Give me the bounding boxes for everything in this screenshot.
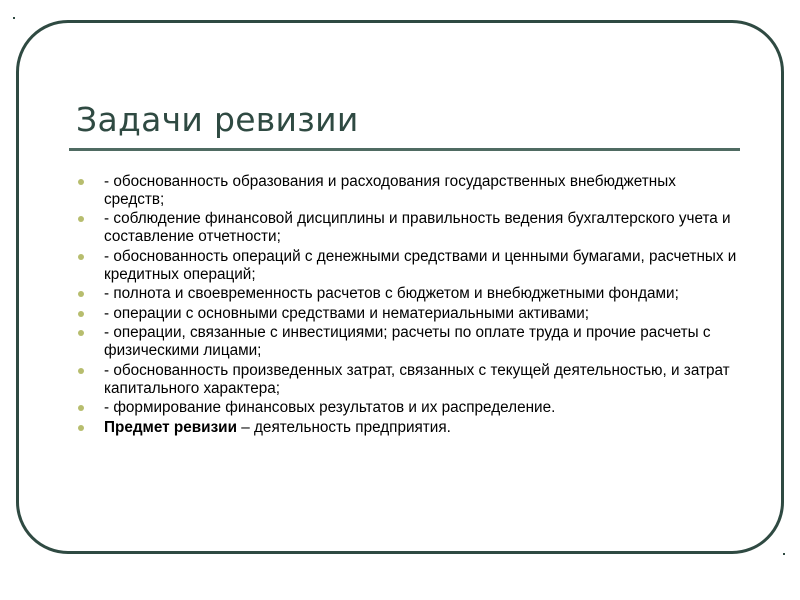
subject-term: Предмет ревизии — [104, 418, 237, 436]
list-item-text: - обоснованность произведенных затрат, связанных с текущей деятельностью, и затрат капитального характера; — [104, 361, 730, 397]
bullet-dot-icon — [78, 179, 84, 185]
bullet-dot-icon — [78, 311, 84, 317]
list-item — [78, 399, 738, 417]
list-item-text: - обоснованность операций с денежными средствами и ценными бумагами, расчетных и кредитных операций; — [104, 247, 737, 283]
bullet-dot-icon — [78, 254, 84, 260]
list-item — [78, 173, 738, 209]
subject-definition: – деятельность предприятия. — [237, 418, 451, 436]
list-item-text: - полнота и своевременность расчетов с бюджетом и внебюджетными фондами; — [104, 285, 679, 303]
list-item — [78, 285, 738, 303]
list-item — [78, 305, 738, 323]
bullet-dot-icon — [78, 368, 84, 374]
list-item — [78, 362, 738, 398]
list-item-text: - соблюдение финансовой дисциплины и правильность ведения бухгалтерского учета и составление отчетности; — [104, 210, 731, 246]
corner-mark — [783, 553, 785, 555]
list-item-subject — [78, 419, 738, 437]
list-item-text: - обоснованность образования и расходования государственных внебюджетных средств; — [104, 173, 676, 208]
bullet-dot-icon — [78, 291, 84, 297]
list-item-text: - операции, связанные с инвестициями; расчеты по оплате труда и прочие расчеты с физическими лицами; — [104, 324, 711, 360]
corner-mark — [13, 17, 15, 19]
bullet-dot-icon — [78, 216, 84, 222]
bullet-dot-icon — [78, 405, 84, 411]
list-item — [78, 210, 738, 246]
title-underline — [69, 148, 740, 151]
bullet-dot-icon — [78, 425, 84, 431]
list-item — [78, 248, 738, 284]
bullet-dot-icon — [78, 330, 84, 336]
list-item-text: - формирование финансовых результатов и их распределение. — [104, 399, 556, 417]
list-item — [78, 324, 738, 360]
slide-title: Задачи ревизии — [76, 100, 359, 139]
list-item-text: - операции с основными средствами и нематериальными активами; — [104, 304, 590, 322]
bullet-list — [78, 173, 738, 438]
